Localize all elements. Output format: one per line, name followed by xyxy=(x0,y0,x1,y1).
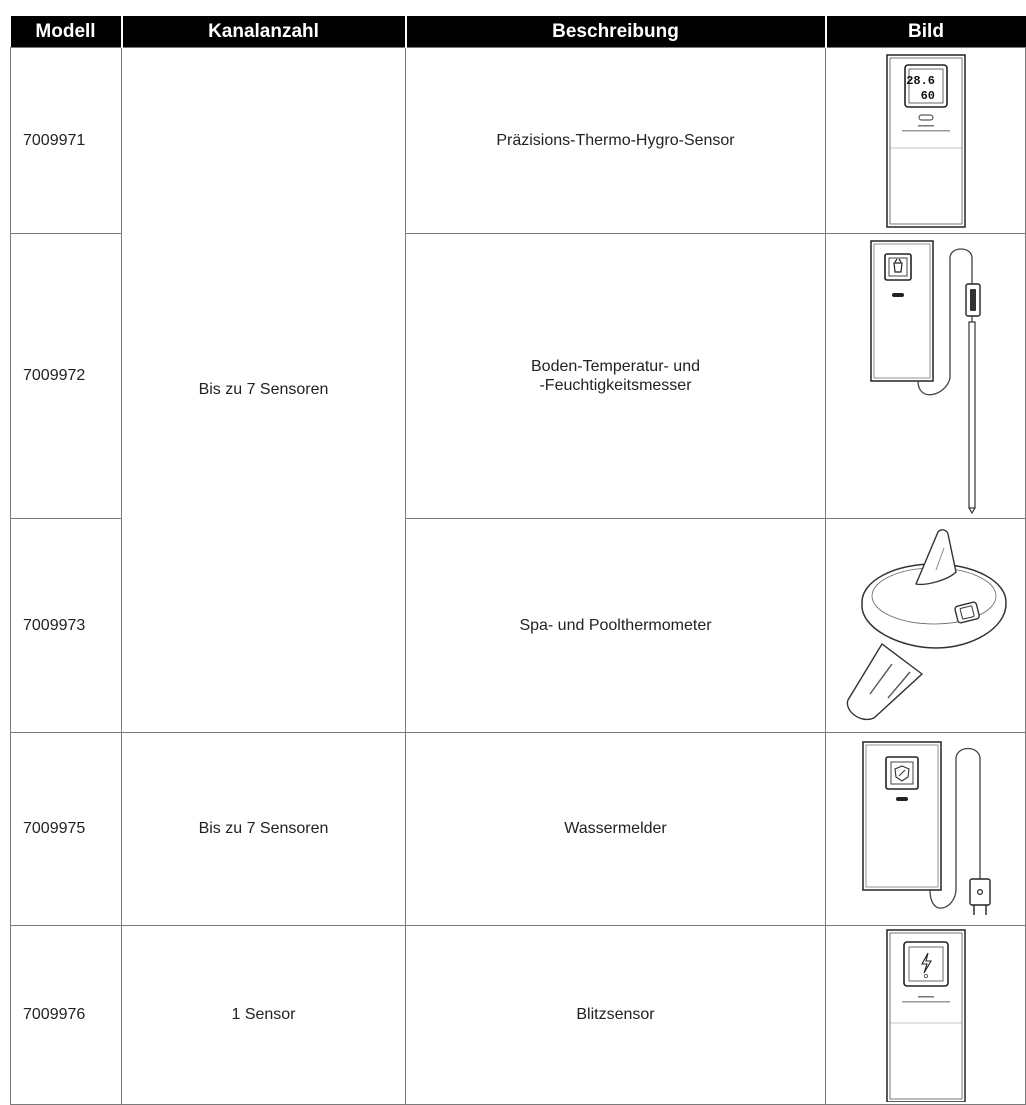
description-cell: Blitzsensor xyxy=(406,926,826,1105)
table-row xyxy=(11,926,1026,1105)
image-cell xyxy=(826,926,1026,1105)
image-cell xyxy=(826,519,1026,733)
header-row xyxy=(11,16,1026,48)
image-cell xyxy=(826,234,1026,519)
channels-cell: Bis zu 7 Sensoren xyxy=(122,733,406,926)
header-kanalanzahl: Kanalanzahl xyxy=(122,16,406,48)
table-row xyxy=(11,48,1026,234)
soil-sensor-image xyxy=(866,238,986,514)
description-cell: Präzisions-Thermo-Hygro-Sensor xyxy=(406,48,826,234)
model-cell: 7009971 xyxy=(11,48,122,234)
model-cell: 7009972 xyxy=(11,234,122,519)
channels-cell: Bis zu 7 Sensoren xyxy=(122,48,406,733)
water-leak-sensor-image xyxy=(858,739,994,919)
table-row xyxy=(11,733,1026,926)
header-modell: Modell xyxy=(11,16,122,48)
header-bild: Bild xyxy=(826,16,1026,48)
thermo-hygro-sensor-image xyxy=(884,53,968,229)
description-line-2: -Feuchtigkeitsmesser xyxy=(539,377,692,394)
description-cell: Wassermelder xyxy=(406,733,826,926)
header-beschreibung: Beschreibung xyxy=(406,16,826,48)
description-cell: Spa- und Poolthermometer xyxy=(406,519,826,733)
description-line-1: Boden-Temperatur- und xyxy=(531,358,700,375)
description-cell xyxy=(406,234,826,519)
display-humidity: 60 xyxy=(920,88,935,103)
image-cell xyxy=(826,733,1026,926)
model-cell: 7009976 xyxy=(11,926,122,1105)
pool-thermometer-image xyxy=(840,524,1012,728)
lightning-sensor-image xyxy=(884,928,968,1102)
display-temperature: 28.6 xyxy=(905,73,935,88)
model-cell: 7009975 xyxy=(11,733,122,926)
sensor-table xyxy=(10,16,1026,1105)
image-cell xyxy=(826,48,1026,234)
model-cell: 7009973 xyxy=(11,519,122,733)
channels-cell: 1 Sensor xyxy=(122,926,406,1105)
clipped-top-text xyxy=(0,0,1026,16)
